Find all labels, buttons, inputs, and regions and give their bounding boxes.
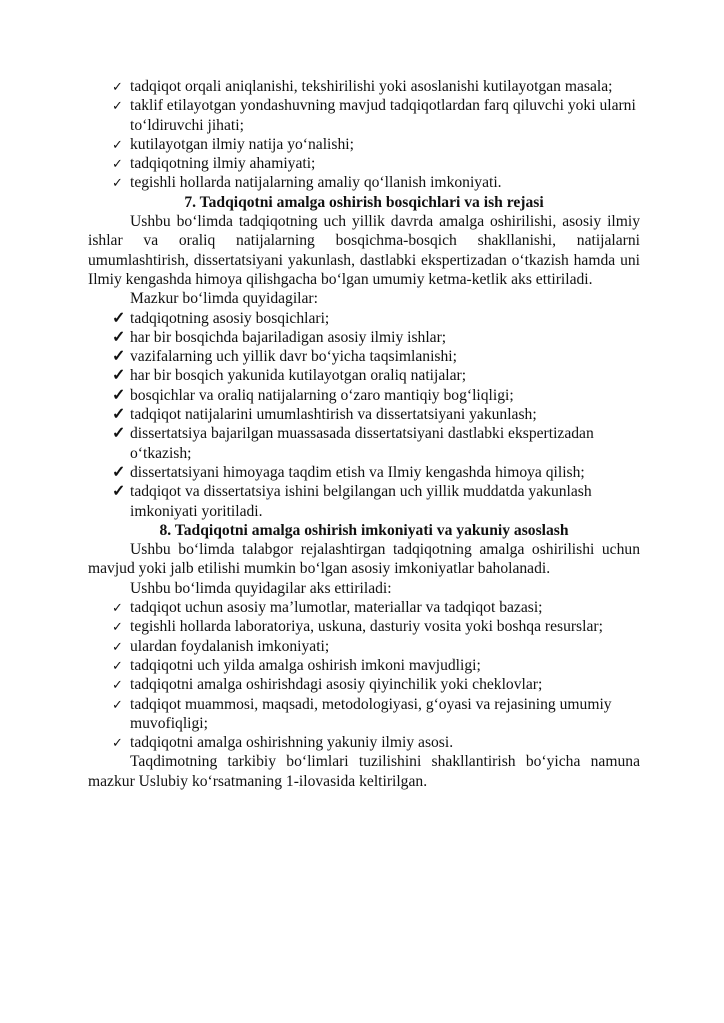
document-page — [88, 77, 640, 791]
checkmark-icon: ✓ — [112, 309, 126, 327]
checkmark-icon: ✓ — [112, 386, 126, 404]
list-item: ✓ tegishli hollarda natijalarning amaliy qo‘llanish imkoniyati. — [112, 174, 502, 192]
list-item: ✓ tadqiqotni amalga oshirishning yakuniy ilmiy asosi. — [112, 734, 454, 752]
section-8-heading: 8. Tadqiqotni amalga oshirish imkoniyati va yakuniy asoslash — [159, 521, 569, 539]
checkmark-icon: ✓ — [112, 638, 123, 654]
section-7-intro: Mazkur bo‘limda quyidagilar: — [130, 290, 318, 308]
list-item: ✓ har bir bosqichda bajariladigan asosiy ilmiy ishlar; — [112, 328, 447, 346]
checkmark-icon: ✓ — [112, 677, 123, 693]
checkmark-icon: ✓ — [112, 136, 123, 152]
checkmark-icon: ✓ — [112, 406, 126, 424]
closing-paragraph: Taqdimotning tarkibiy bo‘limlari tuzilishini shakllantirish bo‘yicha namuna mazkur Uslubiy ko‘rsatmaning 1-ilovasida keltirilgan. — [88, 753, 640, 790]
section-8-checklist — [88, 598, 640, 752]
list-item: ✓ tadqiqot uchun asosiy ma’lumotlar, materiallar va tadqiqot bazasi; — [112, 599, 543, 617]
checkmark-icon: ✓ — [112, 463, 126, 481]
section-7-checklist — [88, 309, 640, 521]
checkmark-icon: ✓ — [112, 696, 123, 712]
list-item: ✓ har bir bosqich yakunida kutilayotgan oraliq natijalar; — [112, 367, 467, 385]
checkmark-icon: ✓ — [112, 98, 123, 114]
list-item: ✓ tegishli hollarda laboratoriya, uskuna, dasturiy vosita yoki boshqa resurslar; — [112, 618, 603, 636]
list-item: ✓ tadqiqot va dissertatsiya ishini belgilangan uch yillik muddatda yakunlash imkoniyati yoritiladi. — [112, 483, 592, 520]
checkmark-icon: ✓ — [112, 735, 123, 751]
section-8-intro: Ushbu bo‘limda quyidagilar aks ettiriladi: — [130, 579, 392, 597]
checkmark-icon: ✓ — [112, 600, 123, 616]
list-item: ✓ vazifalarning uch yillik davr bo‘yicha taqsimlanishi; — [112, 348, 457, 366]
top-checklist — [88, 77, 640, 193]
list-item: ✓ tadqiqotning asosiy bosqichlari; — [112, 309, 330, 327]
list-item: ✓ tadqiqotni uch yilda amalga oshirish imkoni mavjudligi; — [112, 656, 481, 674]
list-item: ✓ ulardan foydalanish imkoniyati; — [112, 637, 330, 655]
list-item: ✓ dissertatsiya bajarilgan muassasada dissertatsiyani dastlabki ekspertizadan o‘tkazish; — [112, 425, 594, 462]
list-item: ✓ tadqiqot orqali aniqlanishi, tekshirilishi yoki asoslanishi kutilayotgan masala; — [112, 78, 613, 95]
list-item: ✓ bosqichlar va oraliq natijalarning o‘zaro mantiqiy bog‘liqligi; — [112, 386, 514, 404]
checkmark-icon: ✓ — [112, 348, 126, 366]
section-8-paragraph: Ushbu bo‘limda talabgor rejalashtirgan tadqiqotning amalga oshirilishi uchun mavjud yoki jalb etilishi mumkin bo‘lgan asosiy imkoniyatlar baholanadi. — [88, 541, 640, 578]
checkmark-icon: ✓ — [112, 156, 123, 172]
checkmark-icon: ✓ — [112, 79, 123, 94]
list-item: ✓ tadqiqotning ilmiy ahamiyati; — [112, 155, 316, 173]
checkmark-icon: ✓ — [112, 619, 123, 635]
list-item: ✓ kutilayotgan ilmiy natija yo‘nalishi; — [112, 135, 354, 153]
list-item: ✓ tadqiqot muammosi, maqsadi, metodologiyasi, g‘oyasi va rejasining umumiy muvofiqligi; — [112, 695, 612, 732]
list-item: ✓ taklif etilayotgan yondashuvning mavjud tadqiqotlardan farq qiluvchi yoki ularni to‘ldiruvchi jihati; — [112, 97, 636, 134]
checkmark-icon: ✓ — [112, 657, 123, 673]
checkmark-icon: ✓ — [112, 367, 126, 385]
list-item: ✓ dissertatsiyani himoyaga taqdim etish va Ilmiy kengashda himoya qilish; — [112, 463, 585, 481]
section-7-paragraph: Ushbu bo‘limda tadqiqotning uch yillik davrda amalga oshirilishi, asosiy ilmiy ishlar va oraliq natijalarning bosqichma-bosqich shakllanishi, natijalarni umumlashtirish, dissertatsiyani yakunlash, dastlabki ekspertizadan o‘tkazish hamda uni Ilmiy kengashda himoya qilishgacha bo‘lgan umumiy ketma-ketlik aks ettiriladi. — [88, 213, 640, 288]
checkmark-icon: ✓ — [112, 425, 126, 443]
checkmark-icon: ✓ — [112, 483, 126, 501]
list-item: ✓ tadqiqot natijalarini umumlashtirish va dissertatsiyani yakunlash; — [112, 406, 537, 424]
checkmark-icon: ✓ — [112, 328, 126, 346]
section-7-heading: 7. Tadqiqotni amalga oshirish bosqichlari va ish rejasi — [184, 193, 544, 211]
list-item: ✓ tadqiqotni amalga oshirishdagi asosiy qiyinchilik yoki cheklovlar; — [112, 676, 543, 694]
checkmark-icon: ✓ — [112, 175, 123, 191]
